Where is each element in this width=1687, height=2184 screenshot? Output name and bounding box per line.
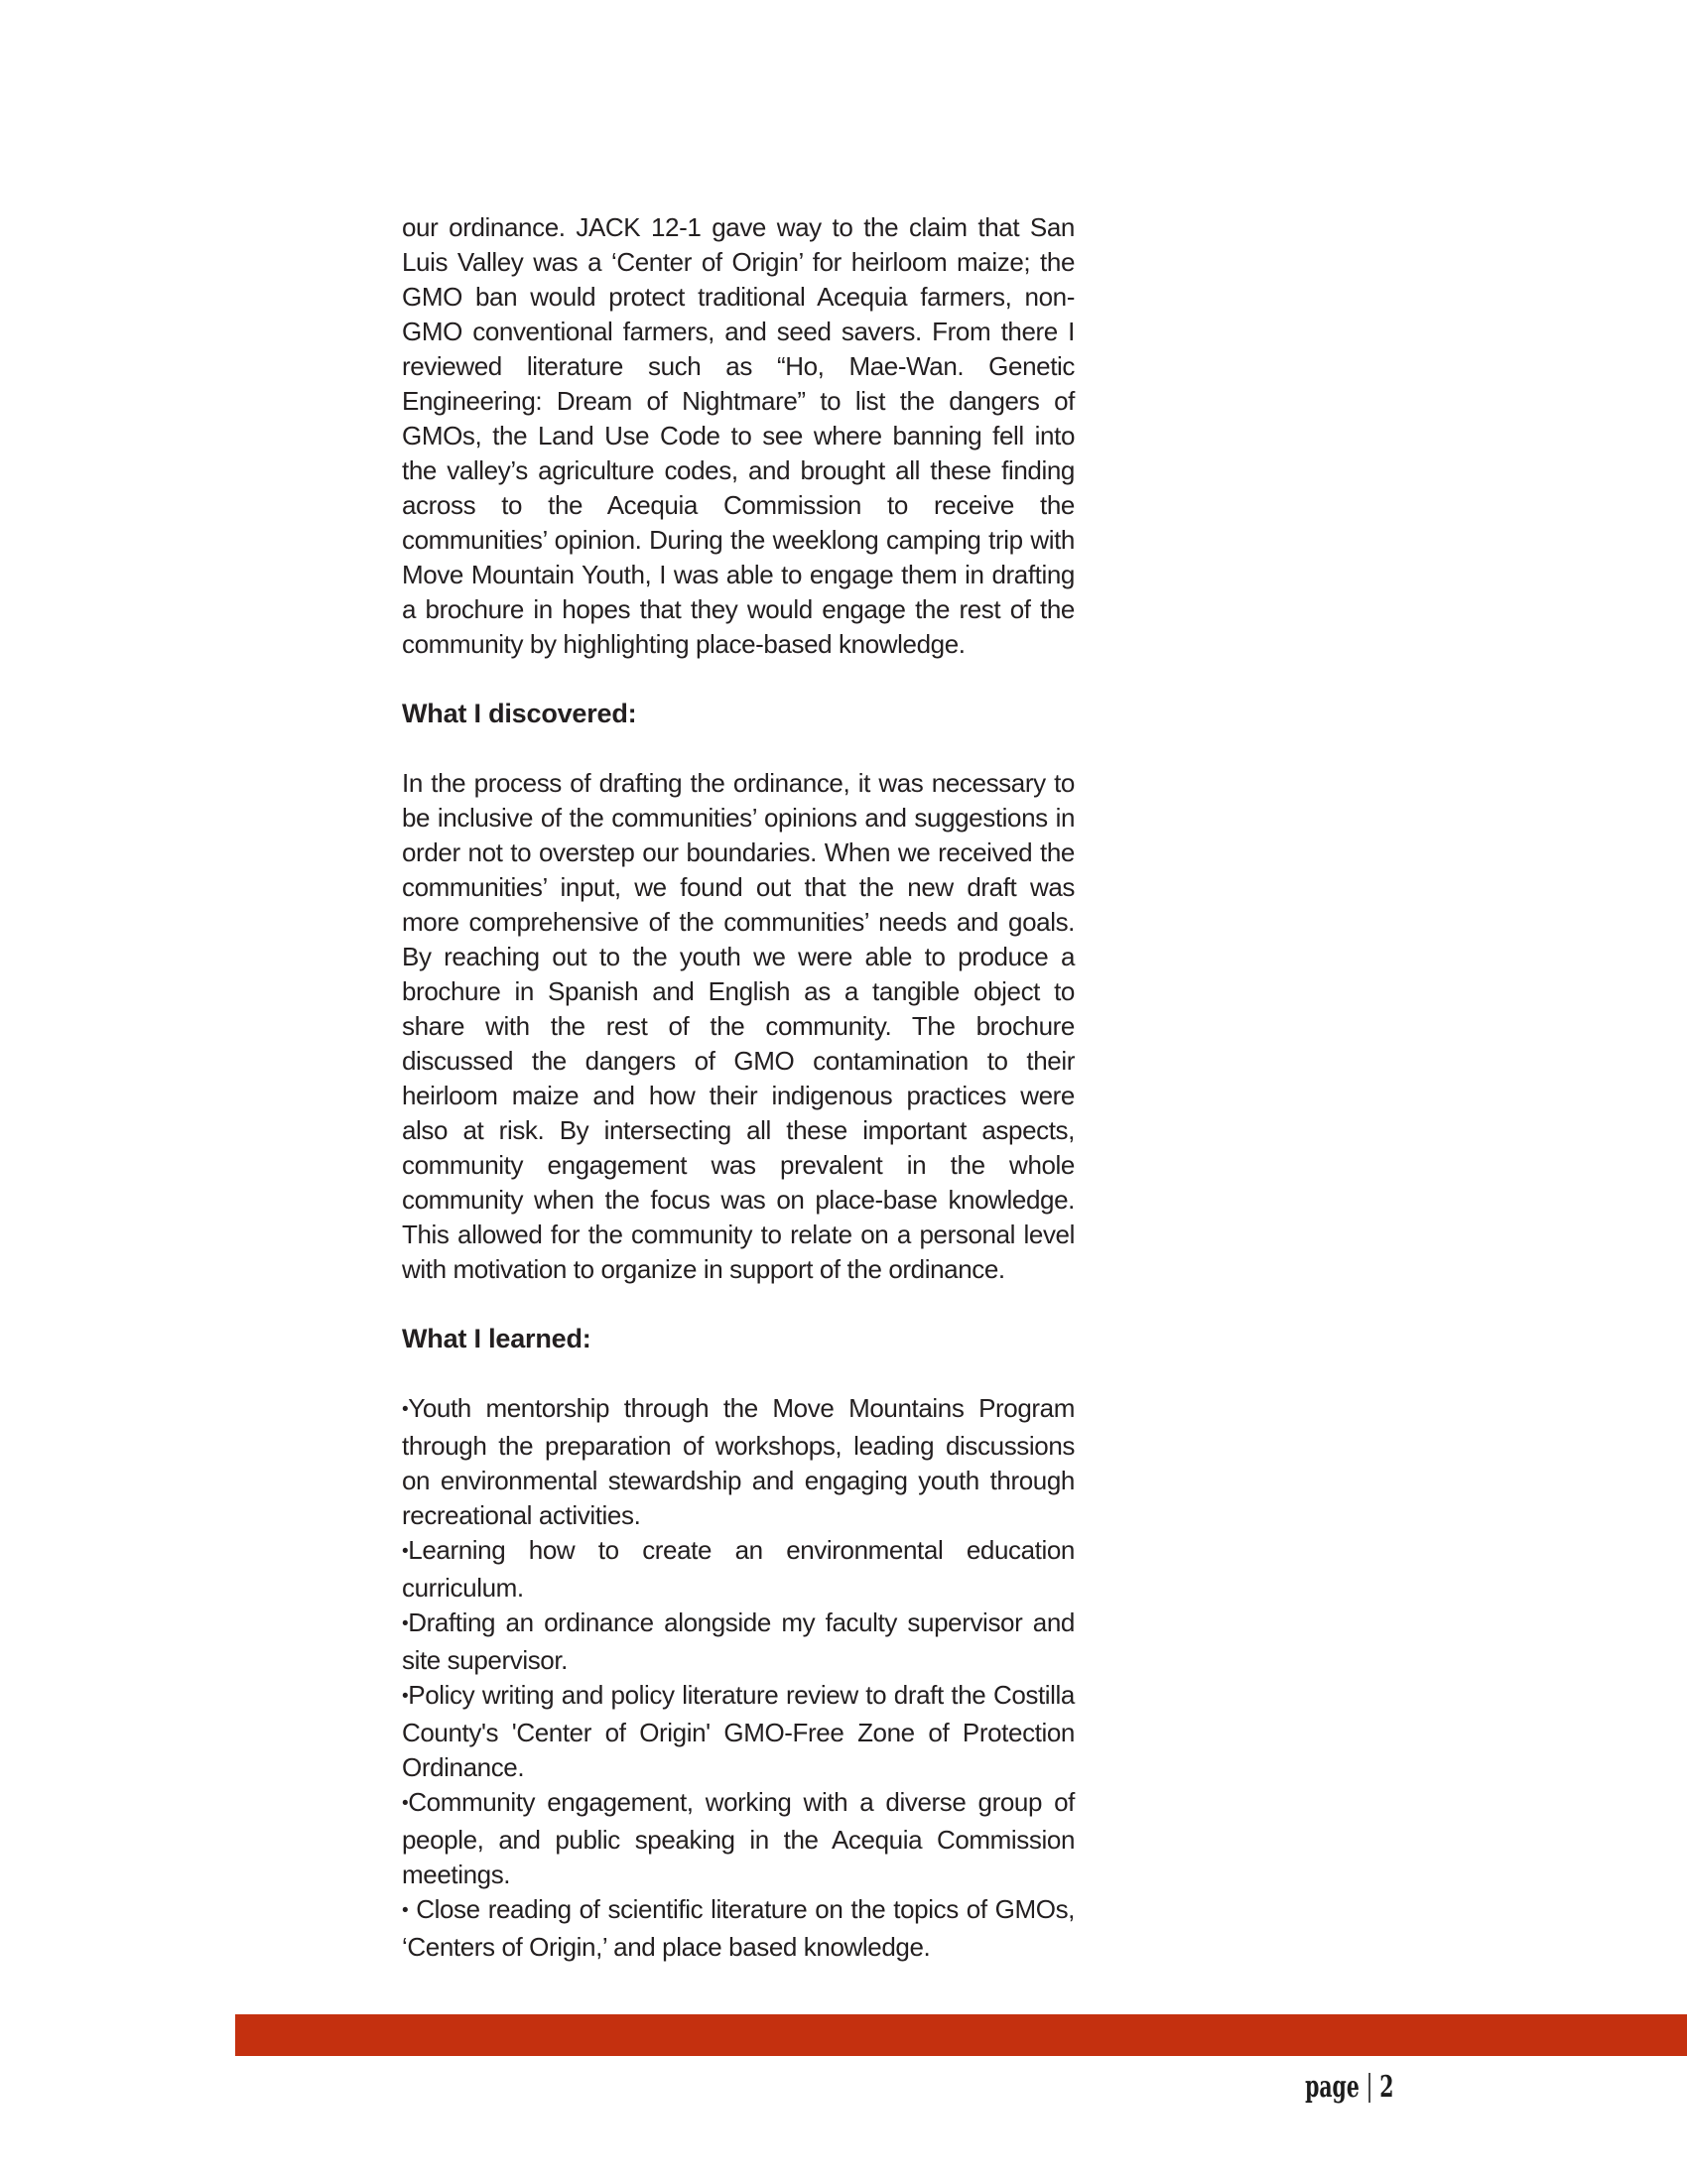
list-item-text: Community engagement, working with a diverse group of people, and public speaking in the Acequia Commission meetings. xyxy=(402,1787,1075,1889)
page-label: page xyxy=(1304,2070,1360,2105)
list-item xyxy=(402,1785,1075,1892)
body-text-column xyxy=(402,210,1075,1965)
intro-paragraph: our ordinance. JACK 12-1 gave way to the claim that San Luis Valley was a ‘Center of Origin’ for heirloom maize; the GMO ban would protect traditional Acequia farmers, non-GMO conventional farmers, and seed savers. From there I reviewed literature such as “Ho, Mae-Wan. Genetic Engineering: Dream of Nightmare” to list the dangers of GMOs, the Land Use Code to see where banning fell into the valley’s agriculture codes, and brought all these finding across to the Acequia Commission to receive the communities’ opinion. During the weeklong camping trip with Move Mountain Youth, I was able to engage them in drafting a brochure in hopes that they would engage the rest of the community by highlighting place-based knowledge. xyxy=(402,212,1075,659)
discovered-paragraph: In the process of drafting the ordinance, it was necessary to be inclusive of the communities’ opinions and suggestions in order not to overstep our boundaries. When we received the communities’ input, we found out that the new draft was more comprehensive of the communities’ needs and goals. By reaching out to the youth we were able to produce a brochure in Spanish and English as a tangible object to share with the rest of the community. The brochure discussed the dangers of GMO contamination to their heirloom maize and how their indigenous practices were also at risk. By intersecting all these important aspects, community engagement was prevalent in the whole community when the focus was on place-base knowledge. This allowed for the community to relate on a personal level with motivation to organize in support of the ordinance. xyxy=(402,768,1075,1284)
bullet-marker: • xyxy=(402,1541,409,1562)
list-item xyxy=(402,1678,1075,1785)
page-number-value: 2 xyxy=(1378,2070,1393,2105)
bullet-marker: • xyxy=(402,1686,409,1707)
bullet-marker: • xyxy=(402,1793,409,1814)
section-heading-discovered: What I discovered: xyxy=(402,699,637,728)
learned-bullet-list xyxy=(402,1391,1075,1965)
page-separator: | xyxy=(1365,2069,1373,2104)
list-item xyxy=(402,1533,1075,1606)
section-heading-learned: What I learned: xyxy=(402,1324,591,1353)
bullet-marker: • xyxy=(402,1613,409,1634)
bullet-marker: • xyxy=(402,1399,409,1420)
list-item-text: Policy writing and policy literature review to draft the Costilla County's 'Center of Origin' GMO-Free Zone of Protection Ordinance. xyxy=(402,1680,1075,1782)
list-item-text: Learning how to create an environmental education curriculum. xyxy=(402,1535,1075,1603)
list-item-text: Close reading of scientific literature on the topics of GMOs, ‘Centers of Origin,’ and place based knowledge. xyxy=(402,1894,1075,1962)
list-item xyxy=(402,1391,1075,1533)
page-number-footer xyxy=(1263,2070,1393,2105)
footer-accent-bar xyxy=(235,2014,1687,2056)
list-item xyxy=(402,1606,1075,1678)
bullet-marker: • xyxy=(402,1900,409,1921)
list-item-text: Drafting an ordinance alongside my faculty supervisor and site supervisor. xyxy=(402,1607,1075,1675)
list-item-text: Youth mentorship through the Move Mountains Program through the preparation of workshops, leading discussions on environmental stewardship and engaging youth through recreational activities. xyxy=(402,1393,1075,1530)
list-item xyxy=(402,1892,1075,1965)
